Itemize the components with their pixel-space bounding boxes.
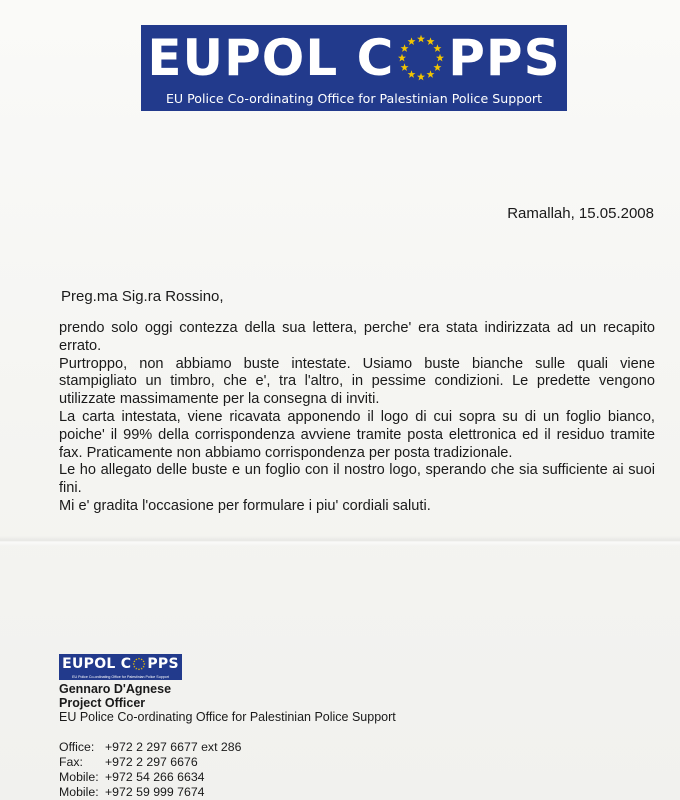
- contact-mobile: [59, 770, 241, 785]
- signatory-role: Project Officer: [59, 696, 146, 710]
- eu-star-icon: [134, 665, 136, 667]
- logo-tagline-small: EU Police Co-ordinating Office for Palestinian Police Support: [72, 674, 169, 679]
- contact-label: Fax:: [59, 755, 83, 769]
- contact-label: Office:: [59, 740, 95, 754]
- contact-list: [59, 740, 241, 800]
- letter-body: [59, 320, 655, 516]
- paragraph: Le ho allegato delle buste e un foglio con il nostro logo, sperando che sia sufficiente ai suoi fini.: [59, 462, 655, 497]
- eu-stars-icon: [132, 657, 146, 671]
- eu-star-icon: [434, 63, 442, 71]
- logo-wordmark: [141, 29, 567, 87]
- eu-star-icon: [401, 44, 409, 52]
- eu-star-icon: [136, 658, 138, 660]
- paragraph: prendo solo oggi contezza della sua lettera, perche' era stata indirizzata ad un recapito errato.: [59, 320, 655, 354]
- contact-value: +972 59 999 7674: [105, 785, 205, 799]
- contact-office: [59, 740, 241, 755]
- eu-star-icon: [134, 660, 136, 662]
- logo-word-left: EUPOL C: [147, 29, 395, 87]
- eu-star-icon: [141, 658, 143, 660]
- eu-star-icon: [427, 37, 435, 45]
- place-date: Ramallah, 15.05.2008: [507, 205, 654, 222]
- logo-word-right: PPS: [147, 655, 179, 672]
- logo-wordmark-small: [59, 654, 182, 673]
- eu-star-icon: [138, 657, 140, 659]
- eu-star-icon: [136, 667, 138, 669]
- signatory-name: Gennaro D'Agnese: [59, 682, 172, 696]
- paragraph: Mi e' gradita l'occasione per formulare i piu' cordiali saluti.: [59, 497, 431, 514]
- contact-label: Mobile:: [59, 785, 99, 799]
- paper-fold: [0, 536, 680, 546]
- eu-star-icon: [408, 70, 416, 78]
- eu-star-icon: [417, 73, 425, 81]
- eupol-copps-logo-small: [59, 654, 182, 680]
- salutation: Preg.ma Sig.ra Rossino,: [61, 288, 224, 305]
- logo-word-right: PPS: [448, 29, 561, 87]
- eu-star-icon: [436, 54, 444, 62]
- eu-star-icon: [434, 44, 442, 52]
- eu-star-icon: [133, 662, 135, 664]
- eu-star-icon: [401, 63, 409, 71]
- contact-mobile: [59, 785, 241, 800]
- logo-tagline: EU Police Co-ordinating Office for Palestinian Police Support: [165, 90, 543, 106]
- eu-stars-icon: [396, 33, 446, 83]
- eu-star-icon: [138, 668, 140, 670]
- eupol-copps-logo: [141, 25, 567, 111]
- contact-label: Mobile:: [59, 770, 99, 784]
- paragraph: Purtroppo, non abbiamo buste intestate. Usiamo buste bianche sulle quali viene stampigliato un timbro, che e', tra l'altro, in pessime condizioni. Le predette vengono utilizzate massimamente per la consegna di inviti.: [59, 355, 655, 408]
- eu-star-icon: [427, 70, 435, 78]
- eu-star-icon: [417, 35, 425, 43]
- contact-value: +972 54 266 6634: [105, 770, 205, 784]
- eu-star-icon: [143, 665, 145, 667]
- eu-star-icon: [398, 54, 406, 62]
- paragraph: La carta intestata, viene ricavata apponendo il logo di cui sopra su di un foglio bianco, poiche' il 99% della corrispondenza avviene tramite posta elettronica ed il residuo tramite fax. Praticamente non abbiamo corrispondenza per posta tradizionale.: [59, 408, 655, 461]
- contact-value: +972 2 297 6677 ext 286: [105, 740, 242, 754]
- eu-star-icon: [144, 662, 146, 664]
- signatory-office: EU Police Co-ordinating Office for Palestinian Police Support: [59, 710, 396, 724]
- eu-star-icon: [141, 667, 143, 669]
- contact-value: +972 2 297 6676: [105, 755, 198, 769]
- eu-star-icon: [143, 660, 145, 662]
- eu-star-icon: [408, 37, 416, 45]
- logo-word-left: EUPOL C: [62, 655, 132, 672]
- contact-fax: [59, 755, 241, 770]
